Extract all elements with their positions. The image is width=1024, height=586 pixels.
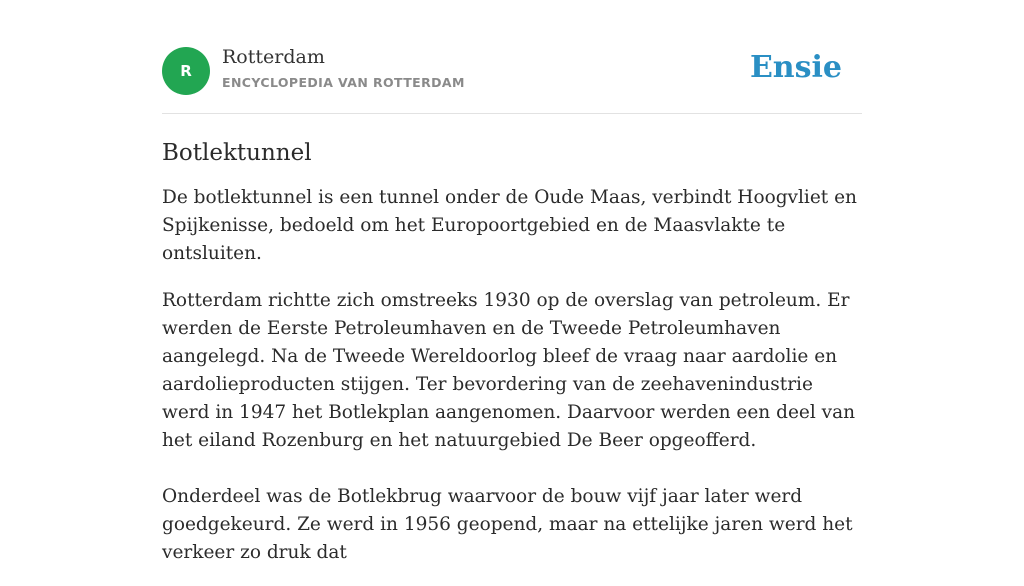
page-container [162,0,862,586]
site-subtitle: ENCYCLOPEDIA VAN ROTTERDAM [222,75,465,90]
paragraph-spacer [162,455,862,483]
article-paragraph: Rotterdam richtte zich omstreeks 1930 op de overslag van petroleum. Er werden de Eerste Petroleumhaven en de Tweede Petroleumhaven aangelegd. Na de Tweede Wereldoorlog bleef de vraag naar aardolie en aardolieproducten stijgen. Ter bevordering van de zeehavenindustrie werd in 1947 het Botlekplan aangenomen. Daarvoor werden een deel van het eiland Rozenburg en het natuurgebied De Beer opgeofferd. [162,290,856,451]
article-intro: De botlektunnel is een tunnel onder de Oude Maas, verbindt Hoogvliet en Spijkenisse, bedoeld om het Europoortgebied en de Maasvlakte te ontsluiten. [162,187,857,264]
site-header [162,0,862,114]
article-content [162,114,862,567]
article-title: Botlektunnel [162,140,312,166]
article-paragraph: Onderdeel was de Botlekbrug waarvoor de bouw vijf jaar later werd goedgekeurd. Ze werd in 1956 geopend, maar na ettelijke jaren werd het verkeer zo druk dat [162,486,853,563]
ensie-logo-link[interactable]: Ensie [749,50,842,85]
site-avatar[interactable]: R [162,47,210,95]
site-name-link[interactable]: Rotterdam [222,46,325,68]
